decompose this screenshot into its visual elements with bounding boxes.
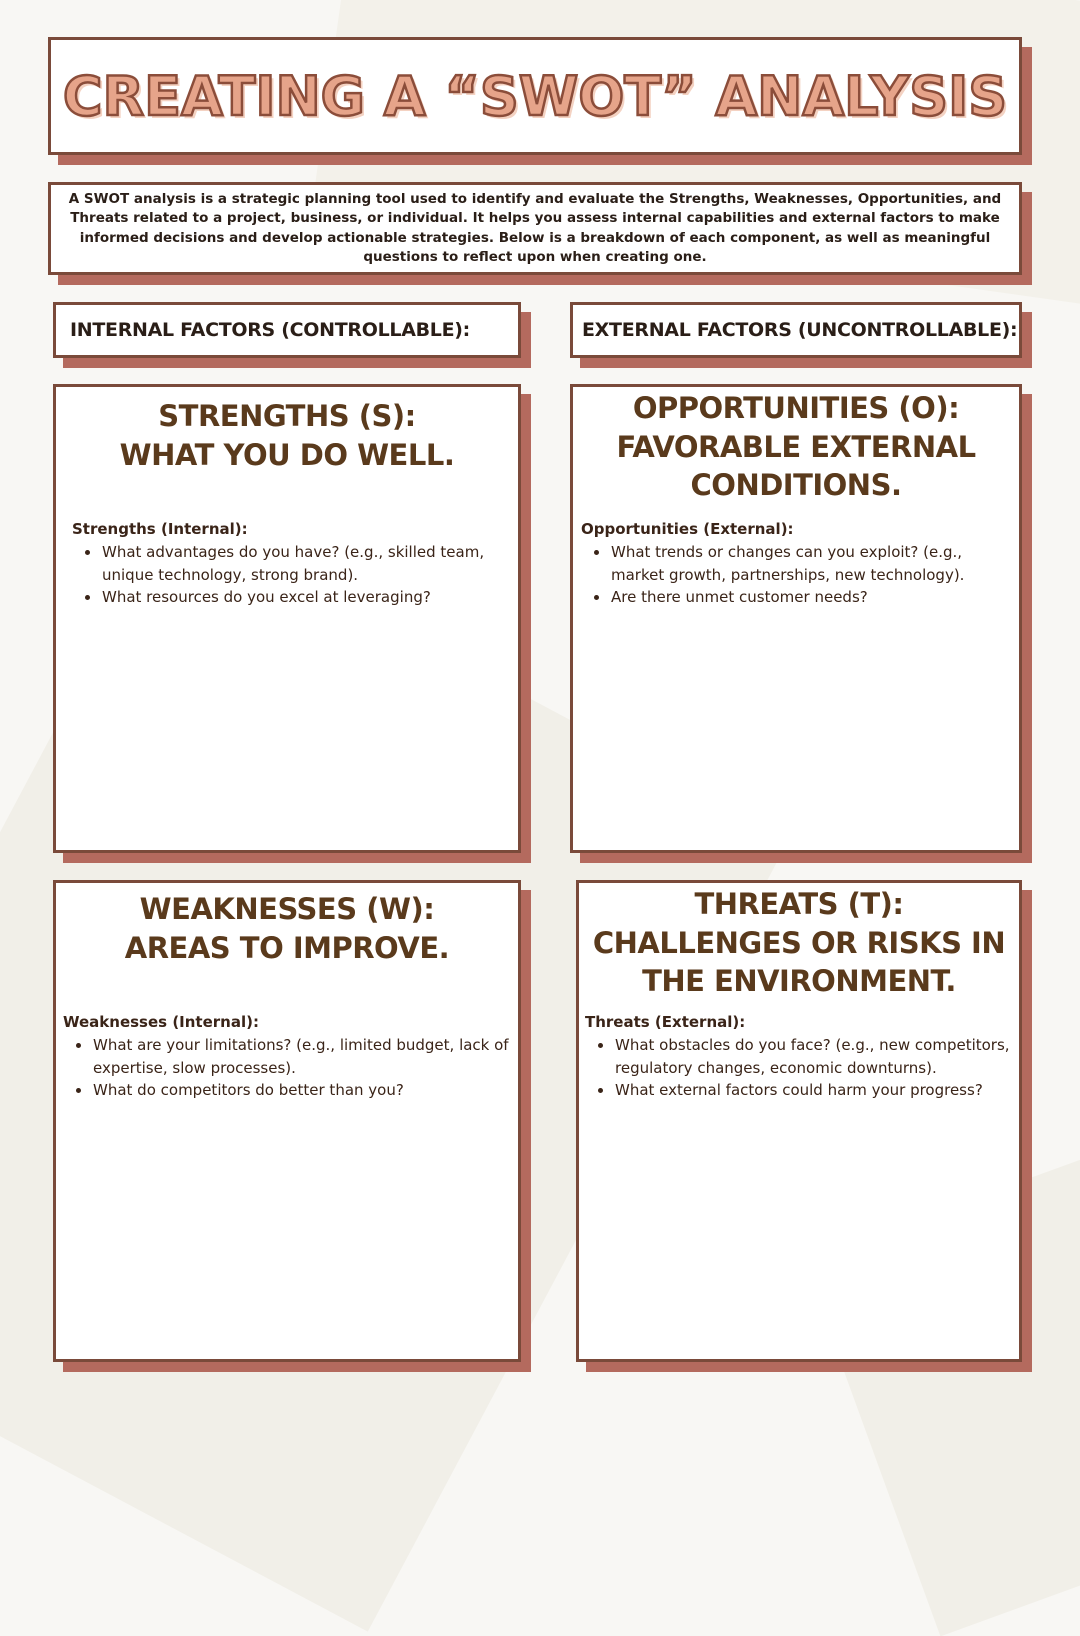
title-banner	[48, 37, 1022, 155]
threats-subheading: Threats (External):	[585, 1013, 746, 1031]
opportunities-list	[581, 541, 1017, 609]
strengths-list	[72, 541, 510, 609]
internal-factors-header	[53, 302, 521, 358]
threats-heading	[579, 885, 1019, 1001]
threats-heading-line: CHALLENGES OR RISKS IN	[592, 925, 1006, 960]
intro-text: A SWOT analysis is a strategic planning tool used to identify and evaluate the Strengths, Weaknesses, Opportunities, and Threats related to a project, business, or individual. It helps you assess internal capabilities and external factors to make informed decisions and develop actionable strategies. Below is a breakdown of each component, as well as meaningful questions to reflect upon when creating one.	[68, 190, 1002, 265]
list-item: What trends or changes can you exploit? (e.g., market growth, partnerships, new technology).	[581, 541, 1017, 586]
opportunities-heading-line: OPPORTUNITIES (O):	[632, 391, 960, 425]
strengths-subheading: Strengths (Internal):	[72, 520, 248, 538]
opportunities-heading	[573, 389, 1019, 505]
strengths-quadrant	[53, 384, 521, 853]
intro-panel	[48, 182, 1022, 275]
opportunities-heading-line: FAVORABLE EXTERNAL	[616, 429, 976, 464]
internal-factors-label: INTERNAL FACTORS (CONTROLLABLE):	[70, 319, 470, 341]
threats-body	[585, 1013, 1015, 1102]
strengths-heading-line: STRENGTHS (S):	[158, 399, 416, 433]
opportunities-quadrant	[570, 384, 1022, 853]
threats-quadrant	[576, 880, 1022, 1362]
opportunities-subheading: Opportunities (External):	[581, 520, 794, 538]
strengths-heading-line: WHAT YOU DO WELL.	[119, 437, 455, 472]
list-item: What resources do you excel at leveraging?	[72, 586, 510, 609]
weaknesses-body	[63, 1013, 510, 1102]
weaknesses-heading-line: WEAKNESSES (W):	[139, 892, 435, 926]
external-factors-label: EXTERNAL FACTORS (UNCONTROLLABLE):	[582, 319, 1018, 341]
list-item: What do competitors do better than you?	[63, 1079, 510, 1102]
threats-heading-line: THREATS (T):	[694, 887, 904, 921]
list-item: Are there unmet customer needs?	[581, 586, 1017, 609]
opportunities-body	[581, 520, 1017, 609]
list-item: What obstacles do you face? (e.g., new competitors, regulatory changes, economic downturns).	[585, 1034, 1015, 1079]
threats-list	[585, 1034, 1015, 1102]
weaknesses-quadrant	[53, 880, 521, 1362]
threats-heading-line: THE ENVIRONMENT.	[642, 964, 956, 998]
page-title: CREATING A “SWOT” ANALYSIS	[62, 64, 1008, 128]
weaknesses-subheading: Weaknesses (Internal):	[63, 1013, 259, 1031]
strengths-heading	[56, 397, 518, 474]
list-item: What are your limitations? (e.g., limited budget, lack of expertise, slow processes).	[63, 1034, 510, 1079]
weaknesses-heading	[56, 890, 518, 967]
opportunities-heading-line: CONDITIONS.	[690, 468, 902, 502]
list-item: What advantages do you have? (e.g., skilled team, unique technology, strong brand).	[72, 541, 510, 586]
weaknesses-list	[63, 1034, 510, 1102]
weaknesses-heading-line: AREAS TO IMPROVE.	[124, 930, 450, 965]
strengths-body	[72, 520, 510, 609]
external-factors-header	[570, 302, 1022, 358]
list-item: What external factors could harm your progress?	[585, 1079, 1015, 1102]
